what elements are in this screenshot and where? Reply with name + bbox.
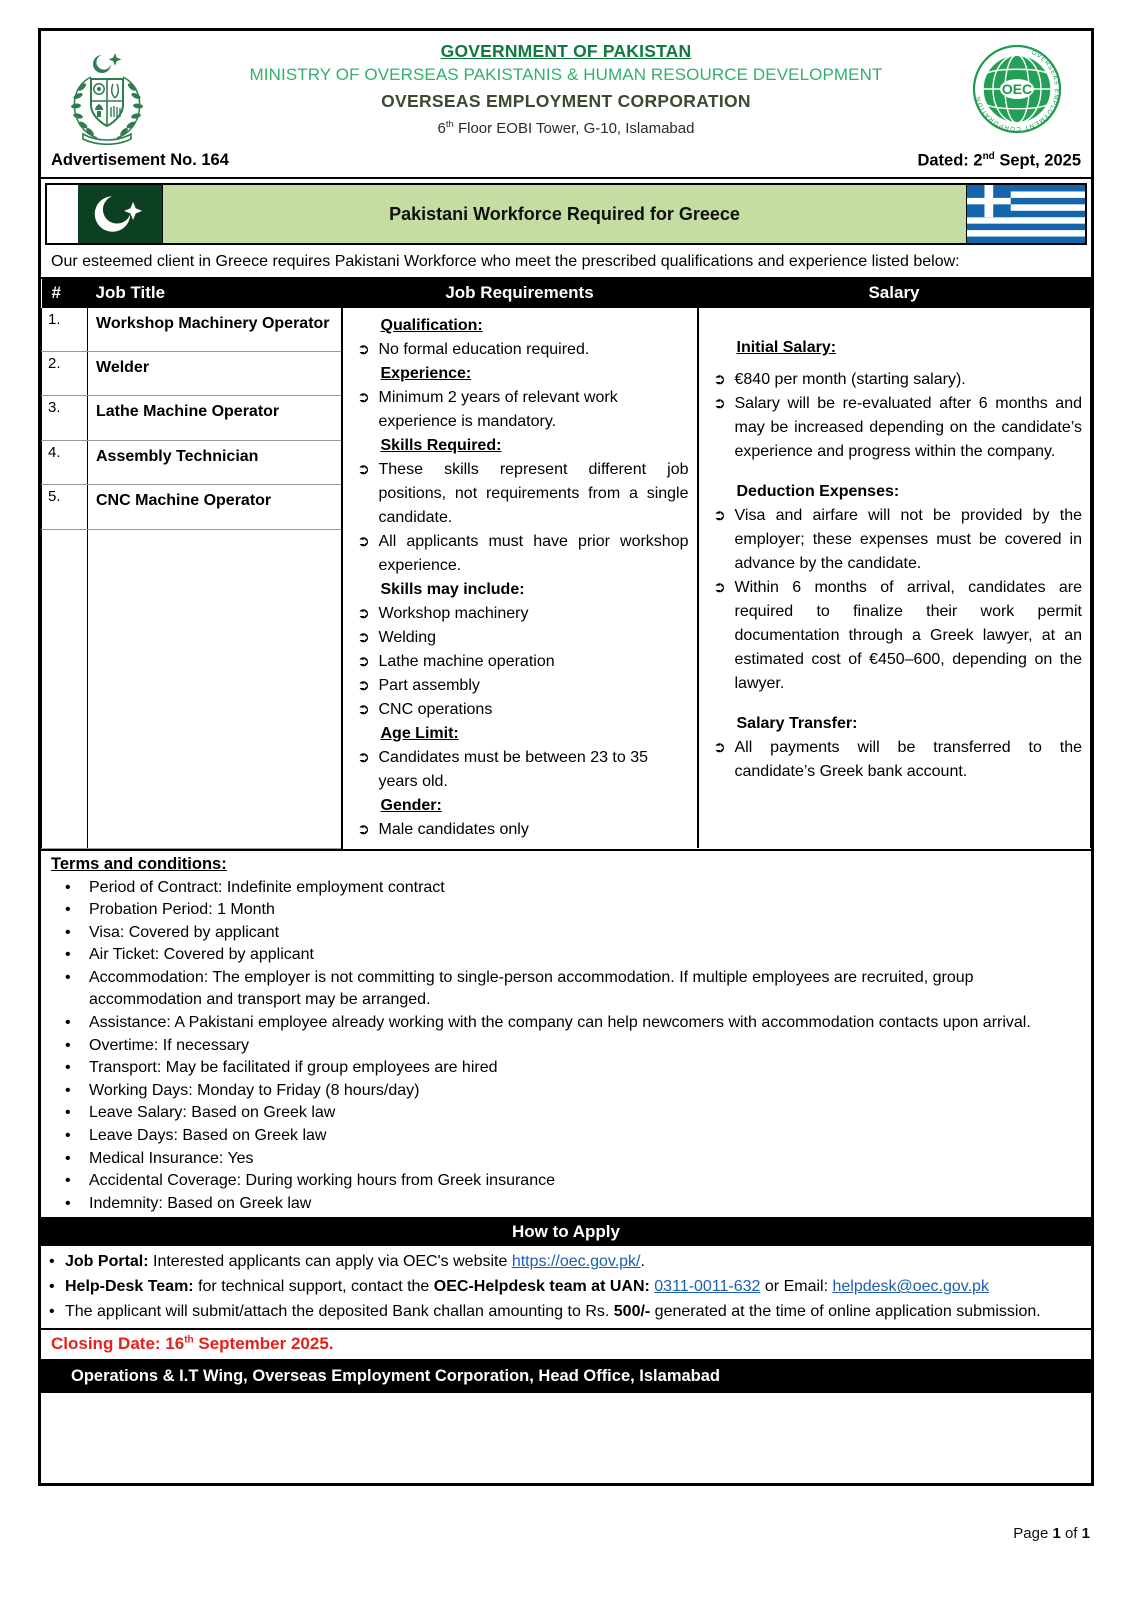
bullet-icon: • (65, 901, 71, 919)
bullet-icon: • (65, 1081, 71, 1099)
table-row (42, 308, 1091, 352)
bullet-icon: • (65, 1104, 71, 1122)
salary-transfer-heading: Salary Transfer: (736, 715, 858, 732)
salary-bullet (705, 504, 1083, 576)
requirement-bullet (349, 386, 689, 434)
closing-date-prefix: Closing Date: 16 (51, 1334, 185, 1354)
terms-heading: Terms and conditions: (51, 854, 227, 873)
arrow-bullet-icon: ➲ (357, 749, 370, 766)
job-number: 3. (42, 396, 88, 440)
term-item (51, 1170, 1081, 1193)
terms-and-conditions-section (41, 849, 1091, 1218)
arrow-bullet-icon: ➲ (357, 653, 370, 670)
apply-text (65, 1250, 1083, 1274)
requirement-text: These skills represent different job positions, not requirements from a single candidate. (378, 461, 689, 526)
requirement-bullet (349, 626, 689, 650)
term-text: Indemnity: Based on Greek law (89, 1194, 312, 1212)
arrow-bullet-icon: ➲ (713, 739, 726, 756)
requirement-text: Lathe machine operation (378, 653, 555, 670)
requirements-experience-heading: Experience: (380, 365, 472, 382)
arrow-bullet-icon: ➲ (713, 395, 726, 412)
salary-text: €840 per month (starting salary). (734, 371, 966, 388)
term-text: Medical Insurance: Yes (89, 1149, 254, 1167)
apply-item-job-portal (49, 1250, 1083, 1275)
requirement-text: No formal education required. (378, 341, 590, 358)
challan-amount: 500/- (613, 1303, 651, 1321)
term-item (51, 1193, 1081, 1216)
requirement-bullet (349, 674, 689, 698)
page-middle: of (1060, 1525, 1082, 1542)
job-title: Welder (88, 352, 342, 396)
salary-bullet (705, 576, 1083, 696)
term-item (51, 1012, 1081, 1035)
job-portal-text: Interested applicants can apply via OEC's website (148, 1253, 512, 1271)
arrow-bullet-icon: ➲ (357, 701, 370, 718)
salary-initial-heading: Initial Salary: (736, 339, 837, 356)
term-item (51, 1148, 1081, 1171)
salary-text: Salary will be re-evaluated after 6 months and may be increased depending on the candidate’s experience and progress within the company. (734, 395, 1082, 460)
ministry-title: MINISTRY OF OVERSEAS PAKISTANIS & HUMAN RESOURCE DEVELOPMENT (249, 65, 883, 84)
requirement-text: All applicants must have prior workshop experience. (378, 533, 689, 574)
requirement-bullet (349, 458, 689, 530)
requirement-bullet (349, 338, 689, 362)
requirement-bullet (349, 818, 689, 842)
term-item (51, 967, 1081, 1012)
apply-item-help-desk (49, 1275, 1083, 1300)
term-text: Transport: May be facilitated if group employees are hired (89, 1059, 498, 1077)
job-number: 4. (42, 440, 88, 484)
requirements-qualification-heading: Qualification: (380, 317, 483, 334)
svg-text:OVERSEAS EMPLOYMENT CORPORATIO: OVERSEAS EMPLOYMENT CORPORATION (974, 49, 1061, 133)
oec-website-link[interactable]: https://oec.gov.pk/ (511, 1253, 641, 1271)
closing-date (41, 1330, 1091, 1361)
bullet-icon: • (49, 1278, 55, 1296)
requirements-skills-may-include-heading: Skills may include: (380, 581, 525, 598)
job-title: CNC Machine Operator (88, 485, 342, 529)
how-to-apply-body (41, 1246, 1091, 1330)
salary-deduction-heading: Deduction Expenses: (736, 483, 900, 500)
requirement-text: Male candidates only (378, 821, 529, 838)
oec-logo-icon (971, 43, 1063, 139)
job-number: 5. (42, 485, 88, 529)
bullet-icon: • (65, 1014, 71, 1032)
how-to-apply-header: How to Apply (41, 1217, 1091, 1246)
requirement-bullet (349, 650, 689, 674)
footer-bar: Operations & I.T Wing, Overseas Employment Corporation, Head Office, Islamabad (41, 1361, 1091, 1393)
requirements-gender-heading: Gender: (380, 797, 442, 814)
date-prefix: Dated: 2 (917, 151, 983, 170)
page-current: 1 (1052, 1525, 1061, 1542)
bullet-icon: • (65, 1127, 71, 1145)
arrow-bullet-icon: ➲ (357, 821, 370, 838)
help-desk-text-a: for technical support, contact the (193, 1278, 434, 1296)
term-item (51, 922, 1081, 945)
job-title: Workshop Machinery Operator (88, 308, 342, 352)
pakistan-state-emblem-icon (61, 41, 153, 145)
bullet-icon: • (65, 1059, 71, 1077)
banner-title: Pakistani Workforce Required for Greece (389, 203, 740, 224)
bullet-icon: • (65, 968, 71, 986)
term-text: Leave Salary: Based on Greek law (89, 1104, 336, 1122)
term-text: Air Ticket: Covered by applicant (89, 946, 314, 964)
requirement-text: Candidates must be between 23 to 35 years old. (378, 749, 649, 790)
document-frame (38, 28, 1094, 1486)
address-floor-suffix: th (445, 119, 454, 130)
term-text: Period of Contract: Indefinite employment contract (89, 878, 445, 896)
job-title: Lathe Machine Operator (88, 396, 342, 440)
arrow-bullet-icon: ➲ (357, 461, 370, 478)
term-text: Accidental Coverage: During working hours from Greek insurance (89, 1172, 555, 1190)
helpdesk-email-link[interactable]: helpdesk@oec.gov.pk (832, 1278, 989, 1296)
arrow-bullet-icon: ➲ (713, 579, 726, 596)
term-item (51, 877, 1081, 900)
salary-bullet (705, 392, 1083, 464)
arrow-bullet-icon: ➲ (357, 677, 370, 694)
bullet-icon: • (65, 1036, 71, 1054)
arrow-bullet-icon: ➲ (357, 605, 370, 622)
arrow-bullet-icon: ➲ (713, 371, 726, 388)
job-portal-label: Job Portal: (65, 1253, 149, 1271)
requirement-bullet (349, 698, 689, 722)
col-header-number: # (42, 279, 88, 308)
job-number: 2. (42, 352, 88, 396)
help-desk-text-b: team at UAN: (544, 1278, 655, 1296)
bullet-icon: • (65, 946, 71, 964)
requirements-age-limit-heading: Age Limit: (380, 725, 459, 742)
job-title: Assembly Technician (88, 440, 342, 484)
date-ordinal-suffix: nd (982, 151, 995, 162)
page-number (1013, 1525, 1090, 1542)
salary-text: Within 6 months of arrival, candidates are required to finalize their work permit documentation through a Greek lawyer, at an estimated cost of €450–600, depending on the lawyer. (734, 579, 1082, 692)
term-text: Assistance: A Pakistani employee already working with the company can help newcomers with accommodation contacts upon arrival. (89, 1014, 1031, 1032)
jobs-table (41, 279, 1091, 849)
page-total: 1 (1081, 1525, 1090, 1542)
advertisement-date (917, 151, 1081, 171)
pakistan-flag-icon (47, 185, 163, 243)
requirement-text: Minimum 2 years of relevant work experience is mandatory. (378, 389, 618, 430)
svg-text:OEC: OEC (1001, 81, 1033, 97)
term-item (51, 1035, 1081, 1058)
arrow-bullet-icon: ➲ (357, 341, 370, 358)
office-address (41, 114, 1091, 140)
term-item (51, 1102, 1081, 1125)
arrow-bullet-icon: ➲ (357, 533, 370, 550)
term-item (51, 1057, 1081, 1080)
help-desk-label: Help-Desk Team: (65, 1278, 194, 1296)
bullet-icon: • (65, 923, 71, 941)
bullet-icon: • (65, 1194, 71, 1212)
apply-item-bank-challan (49, 1300, 1083, 1325)
page-prefix: Page (1013, 1525, 1053, 1542)
bullet-icon: • (65, 1172, 71, 1190)
bullet-icon: • (49, 1253, 55, 1271)
masthead (41, 31, 1091, 149)
job-portal-tail: . (640, 1253, 645, 1271)
address-floor-number: 6 (437, 120, 446, 137)
job-number: 1. (42, 308, 88, 352)
advertisement-number: Advertisement No. 164 (51, 151, 229, 169)
government-title: GOVERNMENT OF PAKISTAN (440, 41, 692, 61)
country-banner (45, 183, 1087, 245)
term-item (51, 944, 1081, 967)
arrow-bullet-icon: ➲ (357, 389, 370, 406)
col-header-job-requirements: Job Requirements (342, 279, 698, 308)
closing-date-rest: September 2025. (193, 1334, 334, 1354)
oec-helpdesk-bold: OEC-Helpdesk (433, 1278, 545, 1296)
salary-text: All payments will be transferred to the candidate’s Greek bank account. (734, 739, 1082, 780)
requirement-text: CNC operations (378, 701, 493, 718)
requirement-text: Welding (378, 629, 437, 646)
closing-date-ordinal: th (184, 1334, 194, 1346)
greece-flag-icon (966, 185, 1085, 243)
requirement-bullet (349, 746, 689, 794)
bullet-icon: • (65, 1149, 71, 1167)
salary-bullet (705, 368, 1083, 392)
bullet-icon: • (49, 1303, 55, 1321)
address-rest: Floor EOBI Tower, G-10, Islamabad (453, 120, 695, 137)
uan-phone-link[interactable]: 0311-0011-632 (654, 1278, 761, 1296)
term-item (51, 1125, 1081, 1148)
apply-text (65, 1275, 1083, 1299)
term-item (51, 899, 1081, 922)
col-header-salary: Salary (698, 279, 1091, 308)
requirement-bullet (349, 530, 689, 578)
arrow-bullet-icon: ➲ (357, 629, 370, 646)
salary-bullet (705, 736, 1083, 784)
advertisement-meta-row (41, 149, 1091, 179)
salary-text: Visa and airfare will not be provided by the employer; these expenses must be covered in advance by the candidate. (734, 507, 1082, 572)
bullet-icon: • (65, 878, 71, 896)
requirement-text: Workshop machinery (378, 605, 529, 622)
job-title-empty (88, 529, 342, 848)
apply-text (65, 1300, 1083, 1324)
intro-paragraph: Our esteemed client in Greece requires Pakistani Workforce who meet the prescribed qualifications and experience listed below: (41, 245, 1091, 279)
help-desk-text-c: or Email: (760, 1278, 833, 1296)
term-text: Probation Period: 1 Month (89, 901, 275, 919)
date-rest: Sept, 2025 (994, 151, 1081, 170)
salary-cell (698, 308, 1091, 848)
term-text: Visa: Covered by applicant (89, 923, 280, 941)
job-number-empty (42, 529, 88, 848)
organization-title: OVERSEAS EMPLOYMENT CORPORATION (381, 91, 751, 111)
job-requirements-cell (342, 308, 698, 848)
term-item (51, 1080, 1081, 1103)
challan-text-a: The applicant will submit/attach the deposited Bank challan amounting to Rs. (65, 1303, 614, 1321)
term-text: Accommodation: The employer is not committing to single-person accommodation. If multiple employees are recruited, group accommodation and transport may be arranged. (89, 968, 974, 1009)
requirement-bullet (349, 602, 689, 626)
challan-text-b: generated at the time of online application submission. (650, 1303, 1041, 1321)
requirement-text: Part assembly (378, 677, 480, 694)
col-header-job-title: Job Title (88, 279, 342, 308)
term-text: Leave Days: Based on Greek law (89, 1127, 327, 1145)
arrow-bullet-icon: ➲ (713, 507, 726, 524)
term-text: Working Days: Monday to Friday (8 hours/day) (89, 1081, 420, 1099)
term-text: Overtime: If necessary (89, 1036, 250, 1054)
requirements-skills-heading: Skills Required: (380, 437, 502, 454)
table-header-row (42, 279, 1091, 308)
